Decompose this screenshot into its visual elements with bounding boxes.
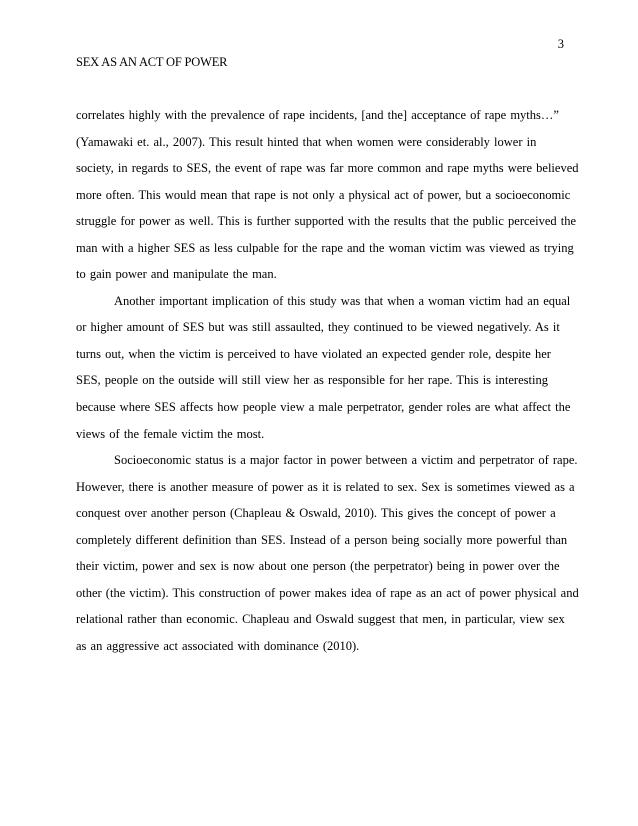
text-line: However, there is another measure of power as it is related to sex. Sex is sometimes viewed as a — [76, 479, 575, 494]
text-line: society, in regards to SES, the event of rape was far more common and rape myths were believed — [76, 161, 579, 176]
text-line: (Yamawaki et. al., 2007). This result hinted that when women were considerably lower in — [76, 134, 537, 149]
paragraph — [76, 447, 579, 659]
text-line: conquest over another person (Chapleau & Oswald, 2010). This gives the concept of power a — [76, 506, 556, 521]
text-line: as an aggressive act associated with dominance (2010). — [76, 638, 360, 653]
text-line: views of the female victim the most. — [76, 426, 265, 441]
text-line: Socioeconomic status is a major factor in power between a victim and perpetrator of rape. — [114, 453, 578, 468]
body-text — [76, 102, 579, 659]
running-head: SEX AS AN ACT OF POWER — [76, 55, 228, 69]
text-line: Another important implication of this study was that when a woman victim had an equal — [114, 293, 571, 308]
text-line: correlates highly with the prevalence of rape incidents, [and the] acceptance of rape myths…” — [76, 108, 559, 122]
text-line: relational rather than economic. Chapleau and Oswald suggest that men, in particular, view sex — [76, 612, 565, 627]
text-line: more often. This would mean that rape is not only a physical act of power, but a socioeconomic — [76, 187, 571, 202]
text-line: struggle for power as well. This is further supported with the results that the public perceived the — [76, 214, 577, 229]
text-line: turns out, when the victim is perceived to have violated an expected gender role, despite her — [76, 346, 551, 361]
text-line: because where SES affects how people view a male perpetrator, gender roles are what affect the — [76, 400, 571, 415]
text-line: completely different definition than SES. Instead of a person being socially more powerful than — [76, 532, 568, 547]
text-line: or higher amount of SES but was still assaulted, they continued to be viewed negatively. As it — [76, 320, 560, 335]
paragraph — [76, 102, 579, 288]
text-line: SES, people on the outside will still view her as responsible for her rape. This is interesting — [76, 373, 548, 388]
text-line: man with a higher SES as less culpable for the rape and the woman victim was viewed as trying — [76, 240, 574, 255]
paragraph — [76, 288, 571, 447]
text-line: to gain power and manipulate the man. — [76, 267, 277, 282]
text-line: other (the victim). This construction of power makes idea of rape as an act of power physical and — [76, 585, 579, 600]
text-line: their victim, power and sex is now about one person (the perpetrator) being in power over the — [76, 559, 560, 574]
page-number: 3 — [557, 37, 564, 51]
